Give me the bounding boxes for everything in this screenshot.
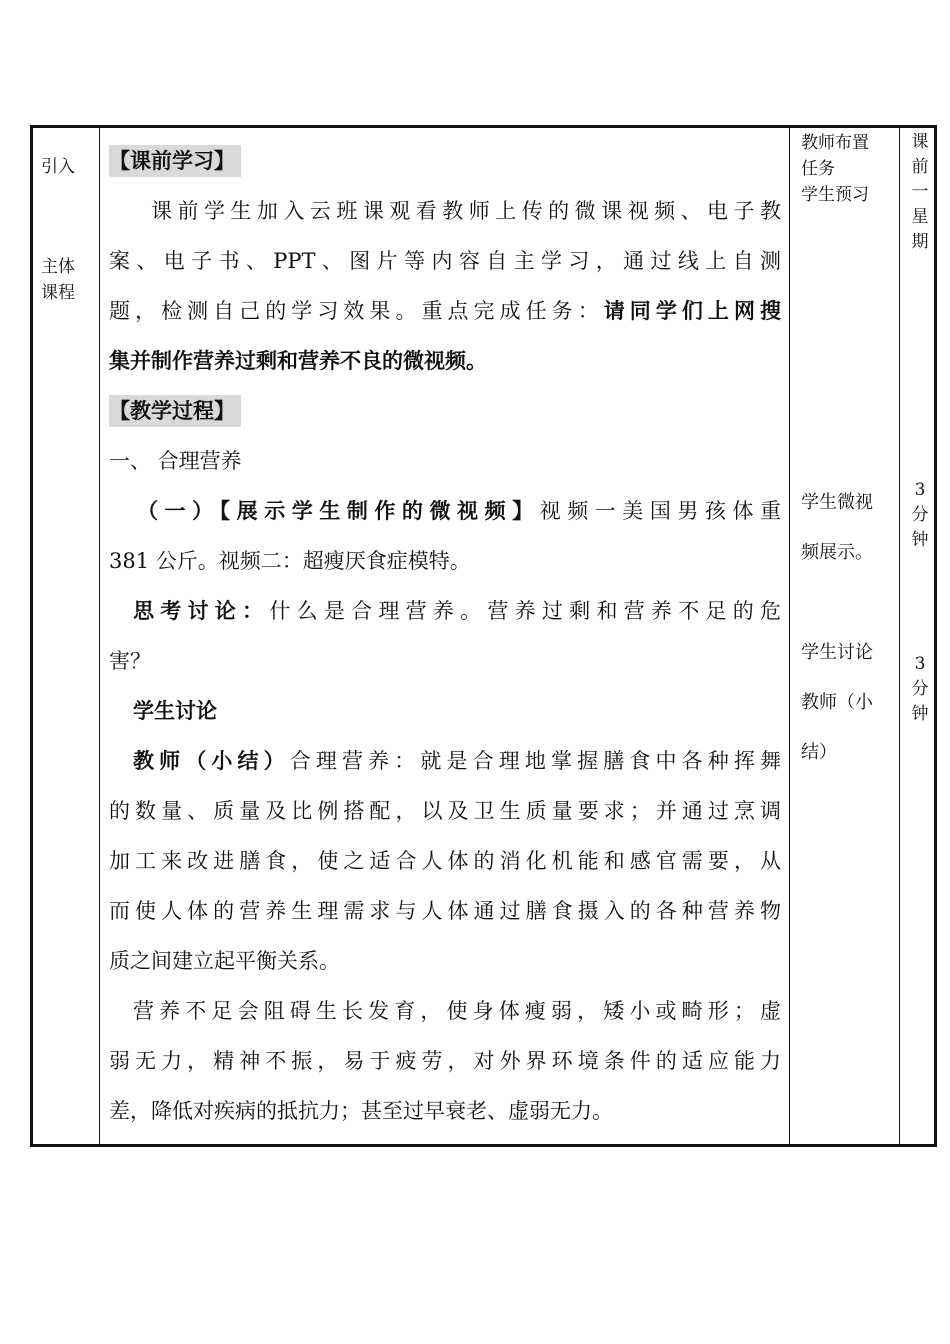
para5-line2: 弱无力，精神不振，易于疲劳，对外界环境条件的适应能力 [109,1049,781,1073]
para5-line3: 差，降低对疾病的抵抗力；甚至过早衰老、虚弱无力。 [109,1099,613,1123]
col3-mid1-line1: 学生微视 [801,492,873,513]
col4-top-char3: 一 [911,182,929,202]
para2-bold: 思考讨论： [133,598,270,623]
para4-line2: 的数量、质量及比例搭配，以及卫生质量要求；并通过烹调 [109,799,781,823]
col4-top-char1: 课 [911,132,929,152]
section1-line4: 集并制作营养过剩和营养不良的微视频。 [109,348,487,373]
col4-t1-num: 3 [914,480,926,500]
para1-line1 [109,486,781,536]
section1-line2: 案、电子书、PPT、图片等内容自主学习，通过线上自测 [109,249,781,273]
col4-top-char2: 前 [911,157,929,177]
para2-line2: 害？ [109,649,151,673]
para1-bold: （一）【展示学生制作的微视频】 [137,498,540,523]
label-main-line2: 课程 [41,283,75,303]
col4-time1 [905,478,935,553]
label-main-line1: 主体 [41,257,75,277]
col3-discussion-note [801,628,893,778]
col4-t1-char2: 钟 [911,530,929,550]
column-divider-3 [899,128,900,1144]
section1-line3 [109,286,781,336]
para1-line2: 381 公斤。视频二：超瘦厌食症模特。 [109,549,471,573]
col4-top-char5: 期 [911,232,929,252]
para5-line1: 营养不足会阻碍生长发育，使身体瘦弱，矮小或畸形；虚 [133,999,781,1023]
section1-line1: 课前学生加入云班课观看教师上传的微课视频、电子教 [151,199,781,223]
para4-line5: 质之间建立起平衡关系。 [109,949,340,973]
para2-line1 [109,586,781,636]
student-discussion: 学生讨论 [133,698,217,723]
col4-t1-char1: 分 [911,505,929,525]
column-divider-1 [99,128,100,1144]
label-intro: 引入 [41,157,75,177]
col4-top [905,130,935,255]
para4-line1 [109,736,781,786]
section2-title-row [109,386,781,436]
section1-line3-text: 题，检测自己的学习效果。重点完成任务： [109,299,604,323]
col4-t2-num: 3 [914,654,926,674]
col3-top-line2: 任务 [801,159,835,179]
col4-t2-char2: 钟 [911,704,929,724]
col4-t2-char1: 分 [911,679,929,699]
column-divider-2 [789,128,790,1144]
col3-mid2-line2: 教师（小 [801,692,873,713]
para4-line4: 而使人体的营养生理需求与人体通过膳食摄入的各种营养物 [109,899,781,923]
para1-rest: 视频一美国男孩体重 [539,499,782,523]
col3-top [801,130,893,208]
lesson-table [30,125,937,1147]
section1-title-row [109,136,781,186]
col3-mid1-line2: 频展示。 [801,542,873,563]
col4-top-char4: 星 [911,207,929,227]
para4-rest: 合理营养：就是合理地掌握膳食中各种挥舞 [289,749,781,773]
col3-video-note [801,478,893,578]
section2-heading: 一、 合理营养 [109,449,242,473]
section1-title: 【课前学习】 [109,145,241,177]
section2-title: 【教学过程】 [109,395,241,427]
col3-top-line3: 学生预习 [801,185,869,205]
para2-rest: 什么是合理营养。营养过剩和营养不足的危 [269,599,782,623]
main-content [109,136,781,1136]
para4-line3: 加工来改进膳食，使之适合人体的消化机能和感官需要，从 [109,849,781,873]
col3-top-line1: 教师布置 [801,133,869,153]
col3-mid2-line1: 学生讨论 [801,642,873,663]
para4-bold: 教师（小结） [133,748,290,773]
section1-bold-task: 请同学们上网搜 [603,298,782,323]
col3-mid2-line3: 结） [801,742,837,763]
col4-time2 [905,652,935,727]
